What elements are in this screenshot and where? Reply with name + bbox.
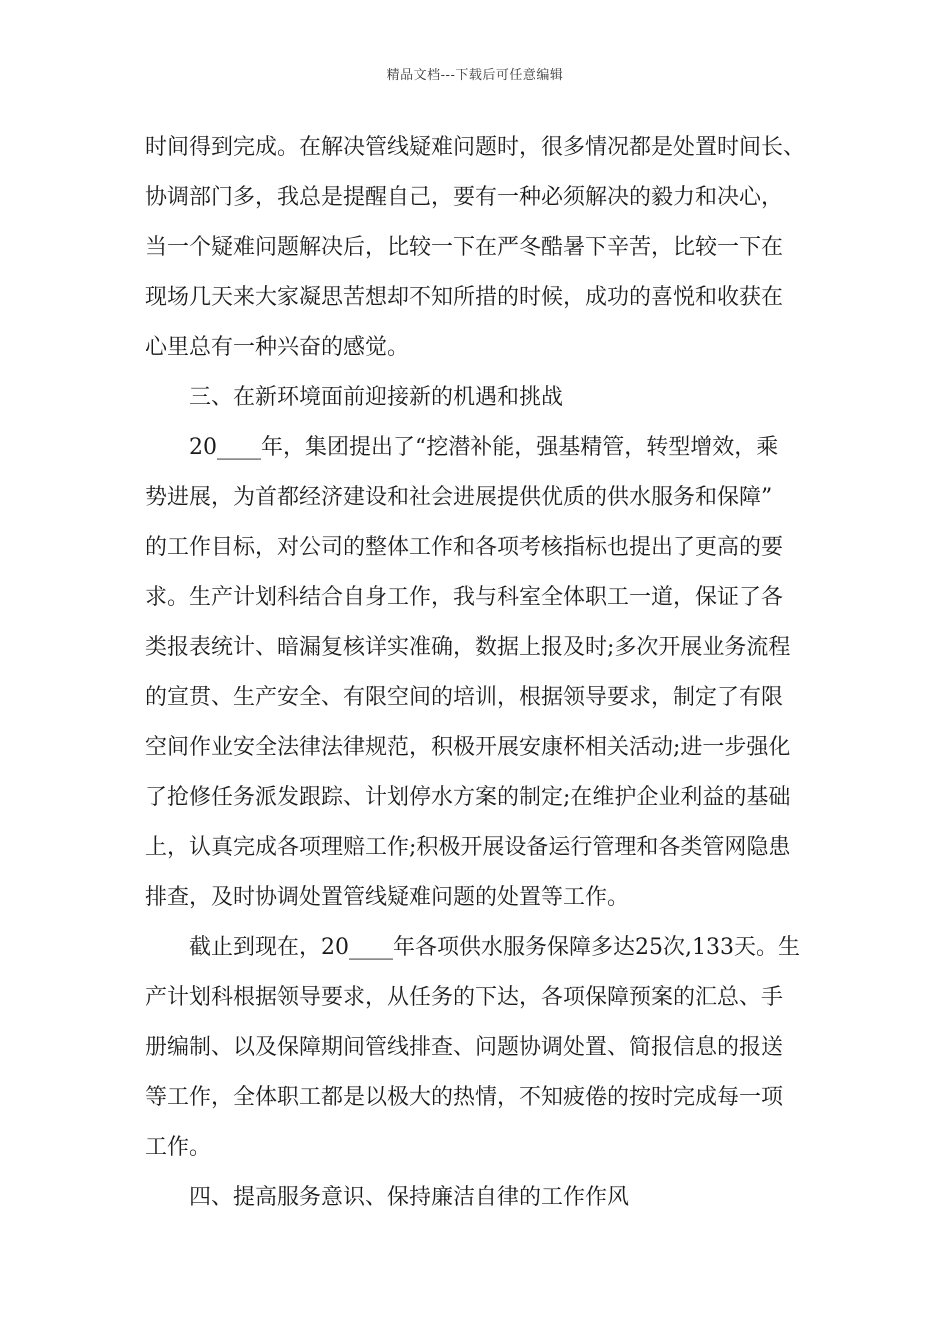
section-heading: 四、提高服务意识、保持廉洁自律的工作作风 <box>189 1185 630 1210</box>
document-body <box>145 123 815 1223</box>
paragraph-line: 工作。 <box>145 1135 212 1160</box>
paragraph-line: 产计划科根据领导要求，从任务的下达，各项保障预案的汇总、手 <box>145 985 784 1010</box>
paragraph-line: 势进展，为首都经济建设和社会进展提供优质的供水服务和保障” <box>145 485 773 510</box>
paragraph-line: 册编制、以及保障期间管线排查、问题协调处置、简报信息的报送 <box>145 1035 784 1060</box>
paragraph-line: 了抢修任务派发跟踪、计划停水方案的制定;在维护企业利益的基础 <box>145 785 791 810</box>
paragraph-line: 求。生产计划科结合自身工作，我与科室全体职工一道，保证了各 <box>145 585 784 610</box>
page-header: 精品文档---下载后可任意编辑 <box>386 68 564 83</box>
paragraph-line: 排查，及时协调处置管线疑难问题的处置等工作。 <box>145 885 630 910</box>
paragraph-line: 截止到现在，20____年各项供水服务保障多达25次,133天。生 <box>189 935 800 960</box>
paragraph-line: 协调部门多，我总是提醒自己，要有一种必须解决的毅力和决心， <box>145 185 784 210</box>
paragraph-line: 的宣贯、生产安全、有限空间的培训，根据领导要求，制定了有限 <box>145 685 784 710</box>
paragraph-line: 上，认真完成各项理赔工作;积极开展设备运行管理和各类管网隐患 <box>145 835 791 860</box>
paragraph-line: 当一个疑难问题解决后，比较一下在严冬酷暑下辛苦，比较一下在 <box>145 235 784 260</box>
paragraph-line: 现场几天来大家凝思苦想却不知所措的时候，成功的喜悦和收获在 <box>145 285 784 310</box>
paragraph-line: 心里总有一种兴奋的感觉。 <box>145 335 410 360</box>
paragraph-line: 的工作目标，对公司的整体工作和各项考核指标也提出了更高的要 <box>145 535 784 560</box>
paragraph-line: 类报表统计、暗漏复核详实准确，数据上报及时;多次开展业务流程 <box>145 635 791 660</box>
paragraph-line: 空间作业安全法律法律规范，积极开展安康杯相关活动;进一步强化 <box>145 735 791 760</box>
paragraph-line: 20____年，集团提出了“挖潜补能，强基精管，转型增效，乘 <box>189 435 779 460</box>
paragraph-line: 等工作，全体职工都是以极大的热情，不知疲倦的按时完成每一项 <box>145 1085 784 1110</box>
section-heading: 三、在新环境面前迎接新的机遇和挑战 <box>189 385 564 410</box>
paragraph-line: 时间得到完成。在解决管线疑难问题时，很多情况都是处置时间长、 <box>145 135 806 160</box>
